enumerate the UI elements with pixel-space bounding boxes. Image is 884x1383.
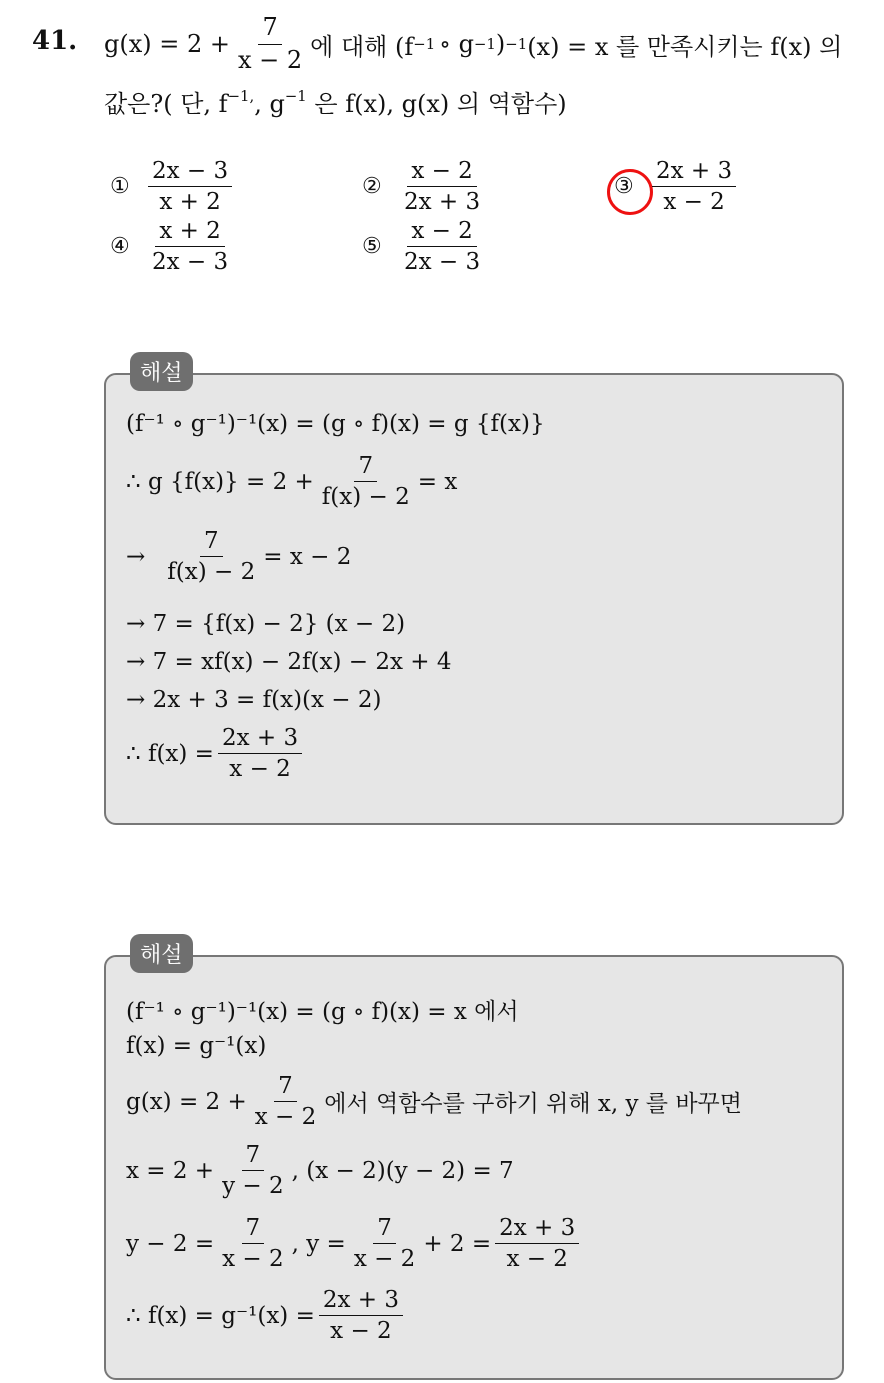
choice-2[interactable] (362, 158, 488, 216)
sol2-line3-post: 에서 역함수를 구하기 위해 x, y 를 바꾸면 (324, 1091, 742, 1118)
sol2-line-4 (126, 1142, 514, 1200)
choice-numerator: 2x − 3 (148, 158, 232, 187)
problem-g-def: g(x) = 2 + (104, 30, 230, 59)
fraction-denominator: x − 2 (353, 1246, 416, 1273)
fraction-numerator: 7 (200, 528, 223, 557)
choice-mark: ⑤ (362, 234, 382, 260)
fraction-numerator: 2x + 3 (319, 1287, 403, 1316)
sol2-line5-mid: , y = (291, 1230, 346, 1257)
fraction-denominator: x − 2 (506, 1246, 568, 1273)
choice-1[interactable] (110, 158, 236, 216)
choice-denominator: 2x − 3 (152, 249, 229, 276)
sup-inverse: −1 (505, 35, 528, 54)
fraction-denominator: x − 2 (330, 1318, 392, 1345)
fraction-numerator: 2x + 3 (495, 1215, 579, 1244)
fraction-denominator: x − 2 (254, 1104, 317, 1131)
problem-text-mid: 에 대해 (f (310, 32, 414, 61)
choice-denominator: 2x + 3 (404, 189, 481, 216)
fraction-numerator: 7 (373, 1215, 396, 1244)
sol2-line-6 (126, 1287, 407, 1345)
choice-numerator: x − 2 (407, 158, 477, 187)
fraction-denominator: f(x) − 2 (167, 559, 256, 586)
sol1-line2-post: = x (417, 468, 458, 495)
fraction-denominator: x − 2 (229, 756, 291, 783)
sol2-line5-pre: y − 2 = (126, 1230, 215, 1257)
choice-numerator: 2x + 3 (652, 158, 736, 187)
choice-numerator: x − 2 (407, 218, 477, 247)
sol2-line4-pre: x = 2 + (126, 1157, 215, 1184)
fraction-numerator: 2x + 3 (218, 725, 302, 754)
fraction-denominator: f(x) − 2 (321, 484, 410, 511)
choice-3[interactable] (614, 158, 740, 216)
sol2-line-1: (f⁻¹ ∘ g⁻¹)⁻¹(x) = (g ∘ f)(x) = x 에서 (126, 999, 519, 1025)
choice-denominator: 2x − 3 (404, 249, 481, 276)
sol1-line-6: → 2x + 3 = f(x)(x − 2) (126, 687, 382, 713)
sol1-line-4: → 7 = {f(x) − 2} (x − 2) (126, 611, 406, 637)
sol2-line6-pre: ∴ f(x) = g⁻¹(x) = (126, 1302, 315, 1329)
sol2-line3-pre: g(x) = 2 + (126, 1088, 247, 1115)
solution-box-2 (104, 955, 844, 1380)
choice-denominator: x + 2 (159, 189, 221, 216)
sol1-line-1: (f⁻¹ ∘ g⁻¹)⁻¹(x) = (g ∘ f)(x) = g {f(x)} (126, 411, 545, 437)
fraction-numerator: 7 (354, 453, 377, 482)
fraction-numerator: 7 (274, 1073, 297, 1102)
choice-denominator: x − 2 (663, 189, 725, 216)
choice-mark: ② (362, 174, 382, 200)
problem-line-2 (104, 84, 567, 119)
sol2-line5-mid2: + 2 = (423, 1230, 492, 1257)
sol1-line-2 (126, 453, 457, 511)
problem-line2-a: 값은?( 단, f (104, 90, 228, 118)
sol1-line2-pre: ∴ g {f(x)} = 2 + (126, 468, 314, 495)
fraction-numerator: 7 (242, 1215, 265, 1244)
sup-inverse: −1 (473, 35, 496, 54)
fraction-denominator: y − 2 (222, 1173, 284, 1200)
fraction-numerator: 7 (258, 14, 281, 45)
sol1-line7-pre: ∴ f(x) = (126, 740, 214, 767)
choice-numerator: x + 2 (155, 218, 225, 247)
sol1-line-3 (126, 528, 351, 586)
solution-tag-2: 해설 (130, 934, 193, 973)
sol1-line3-post: = x − 2 (263, 543, 352, 570)
fraction-denominator: x − 2 (238, 45, 303, 74)
solution-tag-1: 해설 (130, 352, 193, 391)
problem-paren: ) (495, 30, 506, 59)
sol2-line-3 (126, 1073, 742, 1131)
sol2-line4-post: , (x − 2)(y − 2) = 7 (291, 1157, 514, 1184)
choice-mark: ① (110, 174, 130, 200)
sup-inverse: −1 (284, 86, 307, 105)
choice-mark: ④ (110, 234, 130, 260)
solution-box-1 (104, 373, 844, 825)
problem-line2-c: 은 f(x), g(x) 의 역함수) (314, 90, 567, 118)
sol2-line-5 (126, 1215, 583, 1273)
fraction-numerator: 7 (242, 1142, 265, 1171)
problem-text-compose: ∘ g (439, 30, 474, 59)
sol2-line-2: f(x) = g⁻¹(x) (126, 1033, 267, 1059)
problem-number: 41. (32, 26, 78, 56)
problem-fraction (234, 14, 306, 74)
choice-5[interactable] (362, 218, 488, 276)
sol1-line3-pre: → (126, 543, 146, 570)
choice-4[interactable] (110, 218, 236, 276)
sol1-line-7 (126, 725, 306, 783)
choice-mark: ③ (614, 174, 634, 200)
fraction-denominator: x − 2 (222, 1246, 284, 1273)
problem-line2-b: , g (254, 90, 285, 118)
problem-line-1 (104, 14, 842, 74)
sup-inverse: −1 (413, 35, 436, 54)
problem-text-end: (x) = x 를 만족시키는 f(x) 의 (527, 32, 843, 61)
sup-inverse: −1, (227, 86, 255, 105)
sol1-line-5: → 7 = xf(x) − 2f(x) − 2x + 4 (126, 649, 452, 675)
